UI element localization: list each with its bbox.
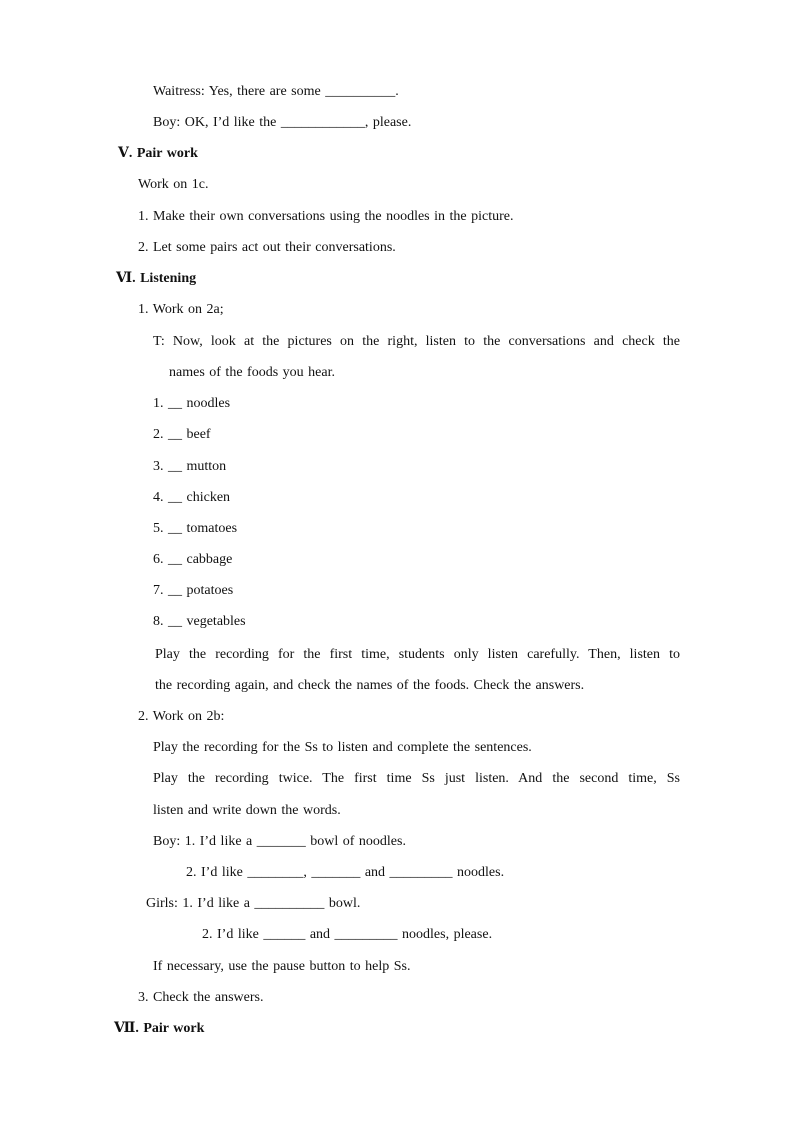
food-item: 7. __ potatoes: [153, 583, 234, 598]
dialogue-line: Boy: 1. I’d like a _______ bowl of noodles.: [153, 834, 406, 849]
food-item: 3. __ mutton: [153, 459, 227, 474]
waitress-line: Waitress: Yes, there are some __________.: [153, 84, 399, 99]
procedure-text: Play the recording twice. The first time Ss just listen. And the second time, Ss: [153, 771, 680, 786]
food-item: 2. __ beef: [153, 427, 211, 442]
list-item: 1. Make their own conversations using the noodles in the picture.: [138, 209, 514, 224]
section-heading: Ⅴ. Pair work: [118, 146, 198, 161]
procedure-text: the recording again, and check the names of the foods. Check the answers.: [155, 678, 585, 693]
text-line: Work on 1c.: [138, 177, 209, 192]
list-item: 2. Let some pairs act out their conversations.: [138, 240, 396, 255]
food-item: 4. __ chicken: [153, 490, 231, 505]
dialogue-line: 2. I’d like ________, _______ and _________ noodles.: [186, 865, 505, 880]
dialogue-line: 2. I’d like ______ and _________ noodles, please.: [202, 927, 493, 942]
food-item: 6. __ cabbage: [153, 552, 233, 567]
boy-order-line: Boy: OK, I’d like the ____________, please.: [153, 115, 412, 130]
procedure-text: listen and write down the words.: [153, 803, 341, 818]
food-item: 5. __ tomatoes: [153, 521, 238, 536]
food-item: 1. __ noodles: [153, 396, 231, 411]
section-heading: Ⅶ. Pair work: [114, 1021, 205, 1036]
teacher-instruction: names of the foods you hear.: [169, 365, 335, 380]
food-item: 8. __ vegetables: [153, 614, 246, 629]
procedure-text: If necessary, use the pause button to help Ss.: [153, 959, 411, 974]
list-item: 3. Check the answers.: [138, 990, 264, 1005]
teacher-instruction: T: Now, look at the pictures on the right, listen to the conversations and check the: [153, 334, 680, 349]
list-item: 1. Work on 2a;: [138, 302, 224, 317]
procedure-text: Play the recording for the Ss to listen and complete the sentences.: [153, 740, 532, 755]
list-item: 2. Work on 2b:: [138, 709, 225, 724]
section-heading: Ⅵ. Listening: [116, 271, 197, 286]
procedure-text: Play the recording for the first time, students only listen carefully. Then, listen to: [155, 647, 680, 662]
dialogue-line: Girls: 1. I’d like a __________ bowl.: [146, 896, 361, 911]
